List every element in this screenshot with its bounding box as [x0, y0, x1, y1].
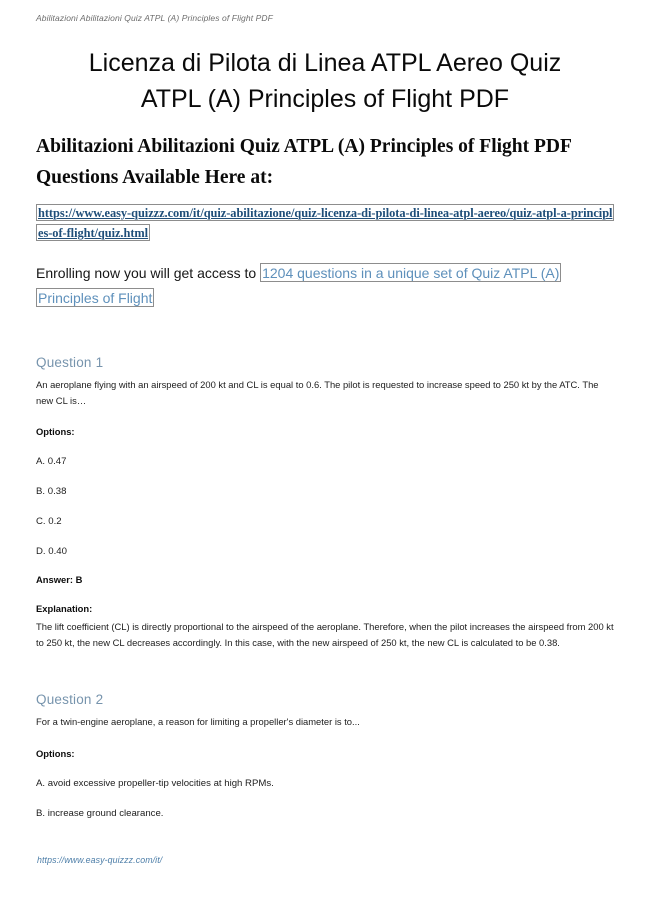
page-title-line-2: ATPL (A) Principles of Flight PDF [140, 85, 510, 113]
subheading: Abilitazioni Abilitazioni Quiz ATPL (A) Principles of Flight PDF Questions Available Here at: [36, 136, 572, 188]
question-block-1 [36, 355, 614, 651]
question-1-option-a[interactable]: A. 0.47 [36, 456, 67, 467]
question-1-option-d[interactable]: D. 0.40 [36, 546, 67, 557]
questions-count-link[interactable]: 1204 questions in a unique set of Quiz ATPL (A) Principles of Flight [38, 265, 560, 306]
question-1-explanation-text: The lift coefficient (CL) is directly proportional to the airspeed of the aeroplane. Therefore, when the pilot increases the airspeed from 200 kt to 250 kt, the new CL decreases accordingly. In this case, with the new airspeed of 250 kt, the new CL is calculated to be 0.38. [36, 621, 614, 648]
question-1-option-b[interactable]: B. 0.38 [36, 486, 67, 497]
question-2-text: For a twin-engine aeroplane, a reason for limiting a propeller's diameter is to... [36, 716, 360, 727]
question-1-options-label: Options: [36, 426, 75, 437]
page-title-line-1: Licenza di Pilota di Linea ATPL Aereo Quiz [88, 49, 562, 77]
question-1-option-c[interactable]: C. 0.2 [36, 516, 62, 527]
enrolling-paragraph [36, 261, 596, 311]
question-2-option-b[interactable]: B. increase ground clearance. [36, 807, 164, 819]
footer-site-link[interactable]: https://www.easy-quizzz.com/it/ [37, 855, 163, 865]
running-header: Abilitazioni Abilitazioni Quiz ATPL (A) Principles of Flight PDF [36, 13, 273, 23]
question-1-heading: Question 1 [36, 355, 104, 370]
quiz-url-link[interactable]: https://www.easy-quizzz.com/it/quiz-abilitazione/quiz-licenza-di-pilota-di-linea-atpl-aereo/quiz-atpl-a-principles-of-flight/quiz.html [38, 206, 613, 240]
question-2-option-a[interactable]: A. avoid excessive propeller-tip velocities at high RPMs. [36, 777, 274, 789]
question-block-2 [36, 692, 614, 819]
question-1-explanation-label: Explanation: [36, 603, 93, 614]
page-title [50, 45, 600, 117]
enrolling-prefix-text: Enrolling now you will get access to [36, 265, 261, 281]
quiz-url-link-container [36, 203, 616, 243]
question-2-options-label: Options: [36, 747, 75, 759]
question-1-answer: Answer: B [36, 574, 83, 585]
question-2-heading: Question 2 [36, 692, 104, 707]
question-1-text: An aeroplane flying with an airspeed of 200 kt and CL is equal to 0.6. The pilot is requested to increase speed to 250 kt by the ATC. The new CL is… [36, 379, 599, 406]
